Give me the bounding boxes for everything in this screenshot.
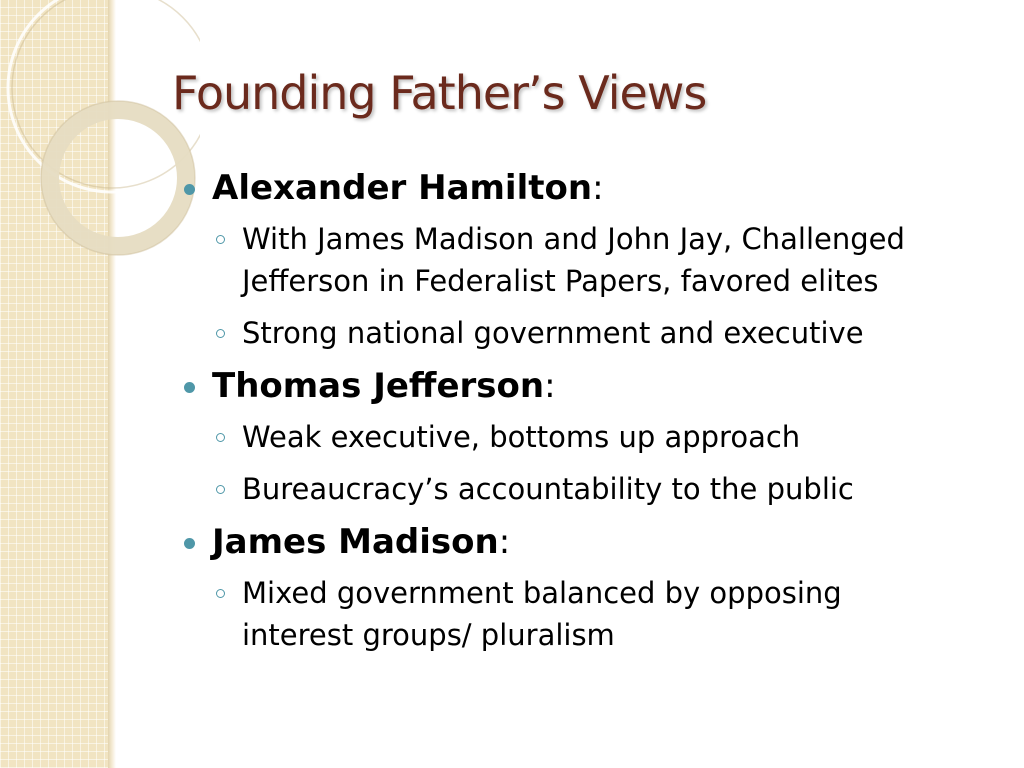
sub-bullet	[184, 312, 1004, 354]
heading-colon: :	[544, 366, 556, 406]
sub-bullet-line: Bureaucracy’s accountability to the public	[242, 472, 854, 506]
bullet-jefferson	[184, 364, 1004, 408]
filled-circle-bullet-icon	[184, 184, 195, 195]
bullet-hamilton	[184, 166, 1004, 210]
hollow-circle-bullet-icon	[216, 329, 225, 338]
heading-colon: :	[498, 522, 511, 562]
bullet-heading: Alexander Hamilton	[212, 168, 593, 208]
bullet-madison	[184, 520, 1004, 564]
hollow-circle-bullet-icon	[216, 589, 225, 598]
sub-bullet	[184, 218, 1004, 302]
filled-circle-bullet-icon	[184, 538, 195, 549]
hollow-circle-bullet-icon	[216, 433, 225, 442]
sub-bullet-line: With James Madison and John Jay, Challenged	[242, 222, 905, 256]
bullet-heading: James Madison	[212, 522, 499, 562]
sub-bullet-line: interest groups/ pluralism	[242, 618, 615, 652]
heading-colon: :	[592, 168, 604, 208]
filled-circle-bullet-icon	[184, 382, 195, 393]
hollow-circle-bullet-icon	[216, 235, 225, 244]
sub-bullet	[184, 416, 1004, 458]
sub-bullet	[184, 468, 1004, 510]
sub-bullet-line: Jefferson in Federalist Papers, favored elites	[242, 264, 879, 298]
bullet-list	[184, 166, 1004, 666]
sub-bullet-line: Weak executive, bottoms up approach	[242, 420, 801, 454]
hollow-circle-bullet-icon	[216, 485, 225, 494]
decorative-rings	[0, 0, 200, 260]
sub-bullet-line: Strong national government and executive	[242, 316, 864, 350]
sub-bullet	[184, 572, 1004, 656]
bullet-heading: Thomas Jefferson	[212, 366, 545, 406]
slide-title: Founding Father’s Views	[172, 66, 707, 120]
sub-bullet-line: Mixed government balanced by opposing	[242, 576, 842, 610]
